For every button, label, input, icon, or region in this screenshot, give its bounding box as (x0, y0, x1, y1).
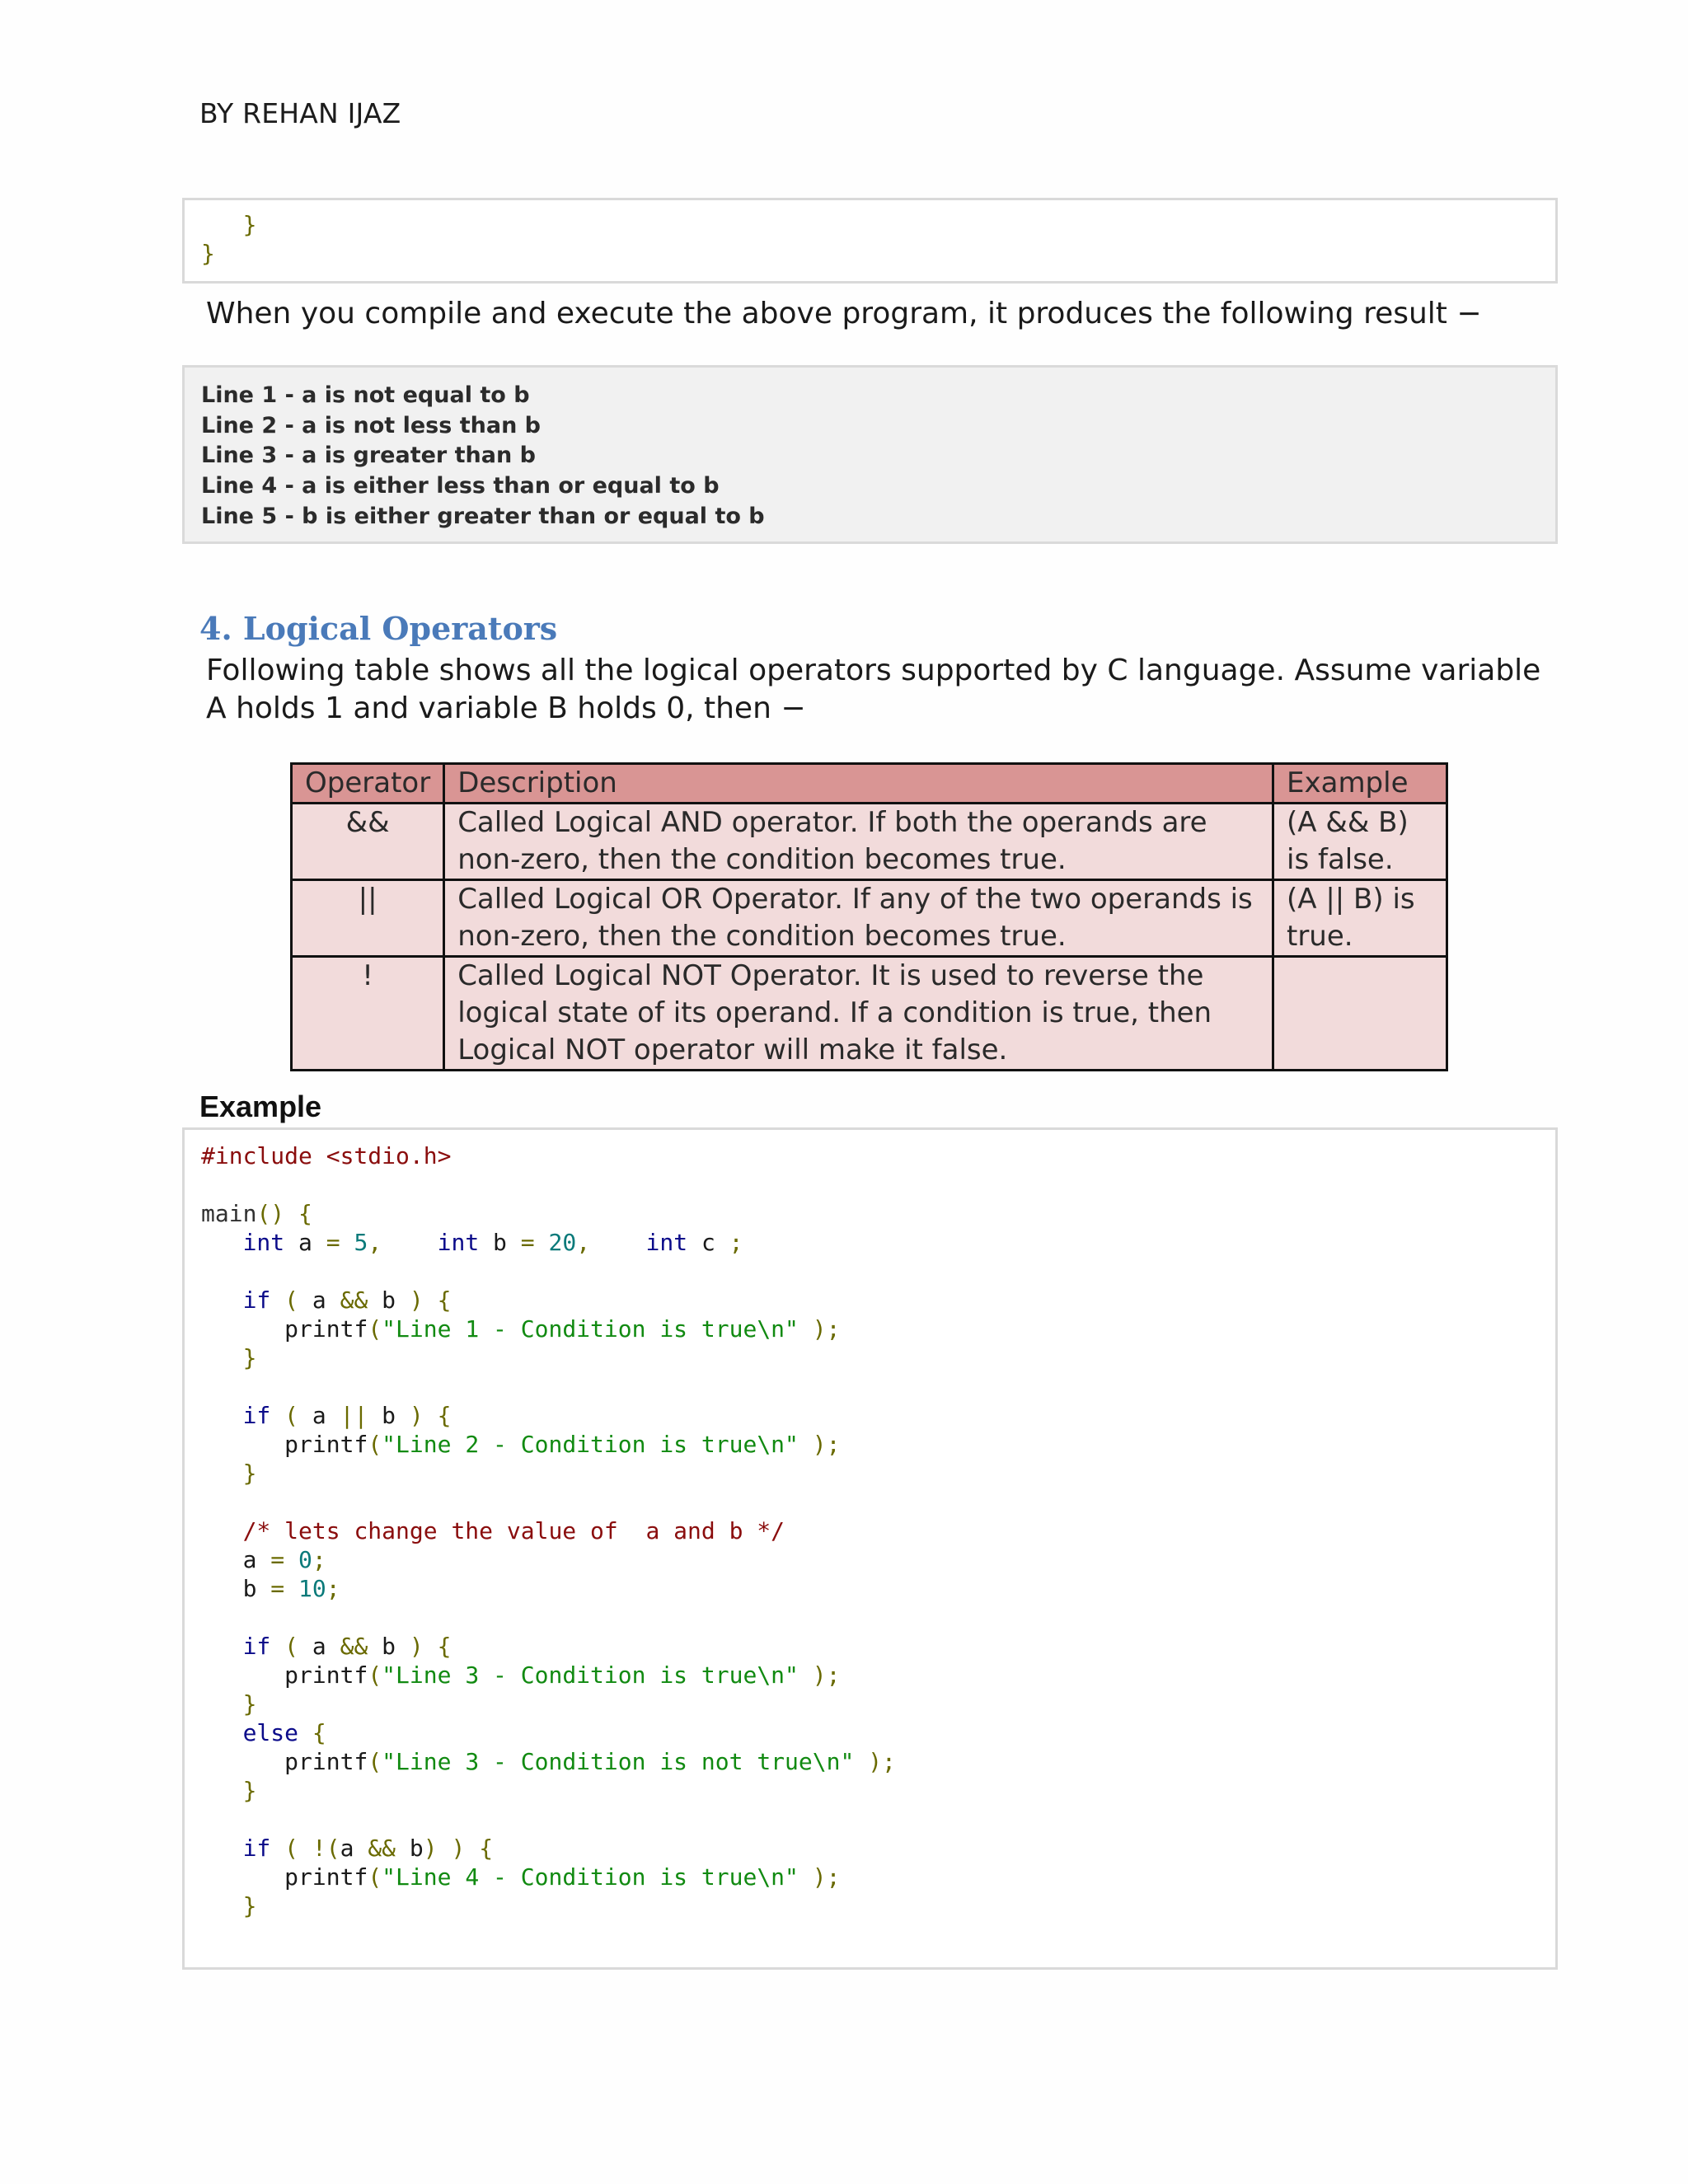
section-title: 4. Logical Operators (199, 610, 558, 647)
description-cell: Called Logical OR Operator. If any of the two operands is non-zero, then the condition becomes true. (444, 880, 1273, 957)
decl-a: a = 5, (298, 1229, 382, 1256)
table-row (292, 880, 1447, 957)
printf-call: printf("Line 2 - Condition is true\n" ); (284, 1431, 841, 1458)
assign-a: a = 0; (242, 1546, 326, 1573)
example-cell: (A && B) is false. (1273, 804, 1447, 880)
printf-call: printf("Line 3 - Condition is not true\n" ); (284, 1748, 896, 1775)
printf-call: printf("Line 3 - Condition is true\n" ); (284, 1661, 841, 1689)
main-signature: main() { (201, 1200, 312, 1227)
column-header-operator: Operator (292, 764, 444, 804)
assign-b: b = 10; (242, 1575, 340, 1602)
output-line: Line 3 - a is greater than b (201, 443, 536, 468)
printf-call: printf("Line 4 - Condition is true\n" ); (284, 1863, 841, 1891)
include-directive: #include <stdio.h> (201, 1142, 452, 1169)
result-intro-text: When you compile and execute the above program, it produces the following result − (206, 297, 1482, 330)
column-header-description: Description (444, 764, 1273, 804)
if-statement: if ( !(a && b) ) { (242, 1835, 494, 1862)
table-row (292, 804, 1447, 880)
closing-brace: } (242, 1460, 257, 1487)
example-code-block (182, 1127, 1558, 1970)
output-line: Line 2 - a is not less than b (201, 413, 542, 438)
closing-brace: } (242, 1892, 257, 1919)
operator-cell: && (292, 804, 444, 880)
keyword: int (437, 1229, 480, 1256)
decl-b: b = 20, (493, 1229, 591, 1256)
column-header-example: Example (1273, 764, 1447, 804)
output-line: Line 4 - a is either less than or equal to b (201, 473, 720, 499)
keyword: int (645, 1229, 688, 1256)
logical-operators-table (290, 762, 1448, 1071)
description-cell: Called Logical NOT Operator. It is used to reverse the logical state of its operand. If a condition is true, then Logical NOT operator will make it false. (444, 957, 1273, 1071)
table-row (292, 957, 1447, 1071)
operator-cell: ! (292, 957, 444, 1071)
page-header-author: BY REHAN IJAZ (199, 97, 401, 129)
code-comment: /* lets change the value of a and b */ (242, 1517, 785, 1544)
example-cell: (A || B) is true. (1273, 880, 1447, 957)
else-statement: else { (242, 1719, 326, 1746)
example-cell (1273, 957, 1447, 1071)
closing-brace: } (242, 1777, 257, 1804)
output-line: Line 1 - a is not equal to b (201, 382, 530, 408)
operator-cell: || (292, 880, 444, 957)
if-statement: if ( a && b ) { (242, 1633, 452, 1660)
example-heading: Example (199, 1090, 322, 1123)
closing-brace: } (201, 240, 215, 267)
keyword: int (242, 1229, 285, 1256)
code-listing (201, 1141, 896, 1920)
code-snippet-continuation (182, 198, 1558, 284)
section-description: Following table shows all the logical operators supported by C language. Assume variable A holds 1 and variable B holds 0, then − (206, 654, 1541, 725)
if-statement: if ( a || b ) { (242, 1402, 452, 1429)
closing-brace: } (242, 1344, 257, 1371)
program-output-box (182, 365, 1558, 544)
table-header-row (292, 764, 1447, 804)
closing-brace: } (201, 211, 257, 238)
output-line: Line 5 - b is either greater than or equal to b (201, 504, 765, 529)
closing-brace: } (242, 1690, 257, 1718)
description-cell: Called Logical AND operator. If both the operands are non-zero, then the condition becomes true. (444, 804, 1273, 880)
decl-c: c ; (701, 1229, 743, 1256)
printf-call: printf("Line 1 - Condition is true\n" ); (284, 1315, 841, 1343)
if-statement: if ( a && b ) { (242, 1286, 452, 1314)
